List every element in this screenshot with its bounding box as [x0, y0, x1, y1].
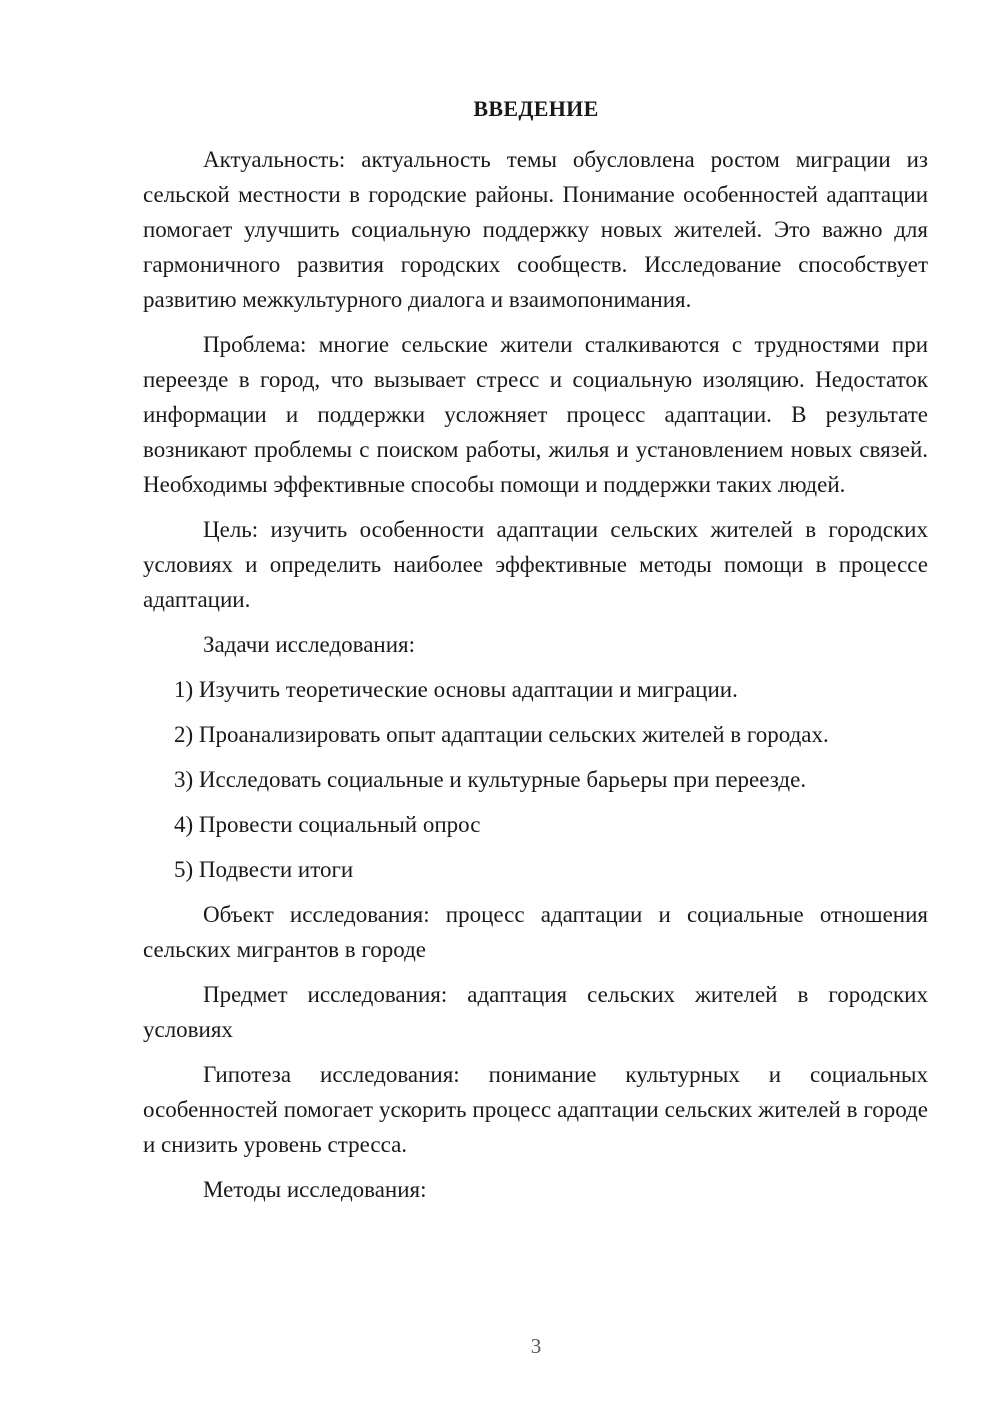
document-body [143, 142, 928, 1207]
paragraph-object: Объект исследования: процесс адаптации и социальные отношения сельских мигрантов в городе [143, 902, 928, 962]
list-item: 3) Исследовать социальные и культурные барьеры при переезде. [174, 767, 807, 792]
list-item: 2) Проанализировать опыт адаптации сельских жителей в городах. [174, 722, 829, 747]
paragraph-methods-title: Методы исследования: [203, 1177, 427, 1202]
paragraph-relevance: Актуальность: актуальность темы обусловлена ростом миграции из сельской местности в городские районы. Понимание особенностей адаптации помогает улучшить социальную поддержку новых жителей. Это важно для гармоничного развития городских сообществ. Исследование способствует развитию межкультурного диалога и взаимопонимания. [143, 147, 928, 312]
section-heading: ВВЕДЕНИЕ [473, 96, 599, 121]
paragraph-problem: Проблема: многие сельские жители сталкиваются с трудностями при переезде в город, что вызывает стресс и социальную изоляцию. Недостаток информации и поддержки усложняет процесс адаптации. В результате возникают проблемы с поиском работы, жилья и установлением новых связей. Необходимы эффективные способы помощи и поддержки таких людей. [143, 332, 928, 497]
paragraph-subject: Предмет исследования: адаптация сельских жителей в городских условиях [143, 982, 928, 1042]
paragraph-hypothesis: Гипотеза исследования: понимание культурных и социальных особенностей помогает ускорить процесс адаптации сельских жителей в городе и снизить уровень стресса. [143, 1062, 928, 1157]
list-item: 5) Подвести итоги [174, 857, 354, 882]
paragraph-goal: Цель: изучить особенности адаптации сельских жителей в городских условиях и определить наиболее эффективные методы помощи в процессе адаптации. [143, 517, 928, 612]
page-number: 3 [530, 1334, 542, 1358]
list-item: 1) Изучить теоретические основы адаптации и миграции. [174, 677, 738, 702]
paragraph-tasks-title: Задачи исследования: [203, 632, 416, 657]
tasks-list [143, 672, 928, 887]
list-item: 4) Провести социальный опрос [174, 812, 481, 837]
